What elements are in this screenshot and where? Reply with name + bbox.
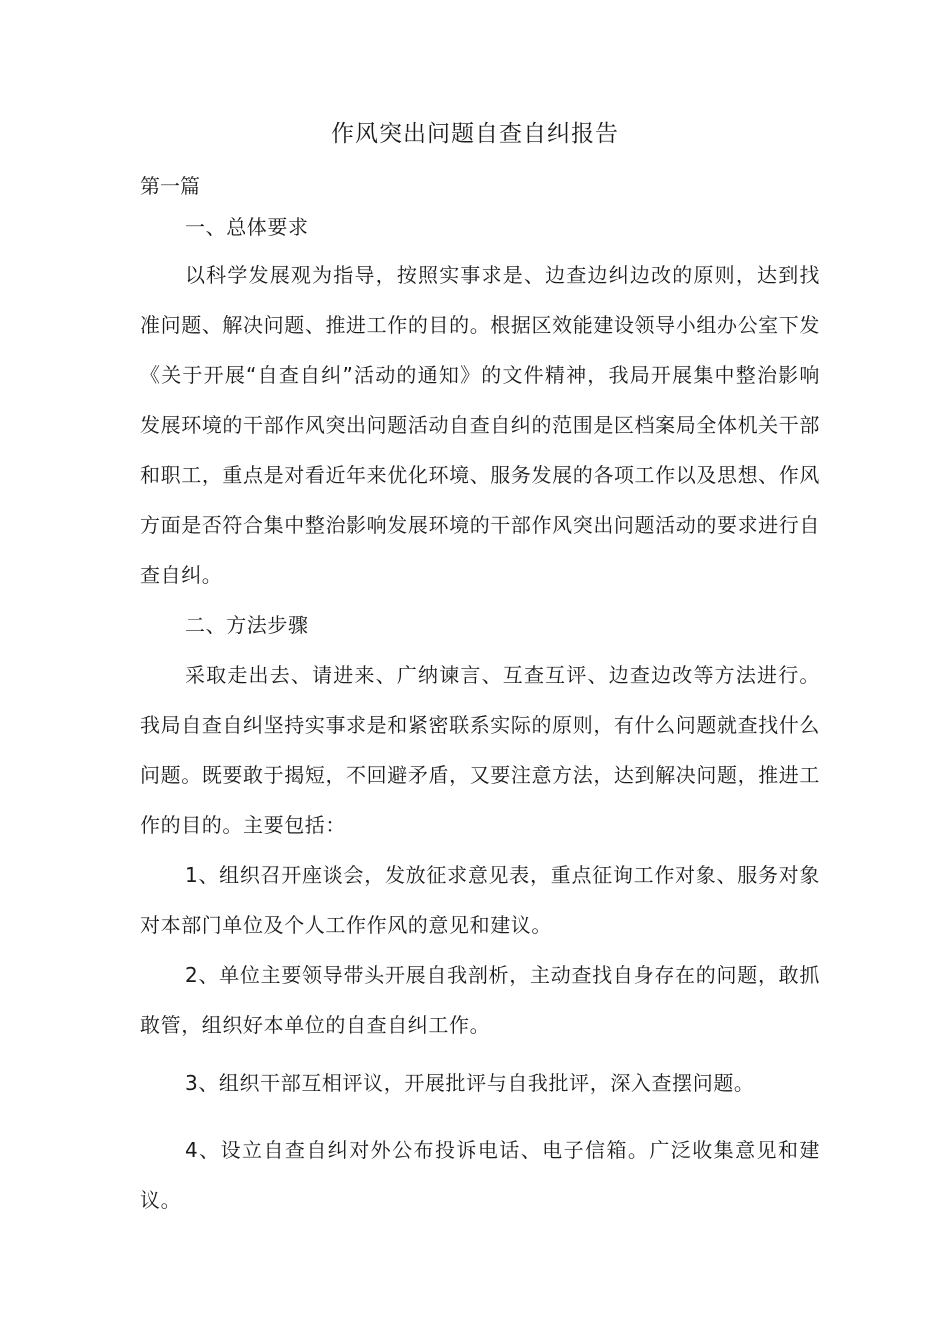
heading-methods-steps: 二、方法步骤	[185, 613, 309, 637]
heading-general-requirements: 一、总体要求	[185, 215, 309, 239]
document-title: 作风突出问题自查自纠报告	[331, 121, 619, 147]
list-item-4: 4、设立自查自纠对外公布投诉电话、电子信箱。广泛收集意见和建议。	[140, 1138, 820, 1212]
list-item-1: 1、组织召开座谈会，发放征求意见表，重点征询工作对象、服务对象对本部门单位及个人工作作风的意见和建议。	[140, 863, 820, 937]
list-item-2: 2、单位主要领导带头开展自我剖析，主动查找自身存在的问题，敢抓敢管，组织好本单位的自查自纠工作。	[140, 963, 820, 1037]
paragraph-methods-steps: 采取走出去、请进来、广纳谏言、互查互评、边查边改等方法进行。我局自查自纠坚持实事求是和紧密联系实际的原则，有什么问题就查找什么问题。既要敢于揭短，不回避矛盾，又要注意方法，达到解决问题，推进工作的目的。主要包括：	[140, 663, 820, 837]
section-label: 第一篇	[140, 174, 200, 198]
list-item-3: 3、组织干部互相评议，开展批评与自我批评，深入查摆问题。	[185, 1071, 755, 1095]
paragraph-general-requirements: 以科学发展观为指导，按照实事求是、边查边纠边改的原则，达到找准问题、解决问题、推进工作的目的。根据区效能建设领导小组办公室下发《关于开展“自查自纠”活动的通知》的文件精神，我局开展集中整治影响发展环境的干部作风突出问题活动自查自纠的范围是区档案局全体机关干部和职工，重点是对看近年来优化环境、服务发展的各项工作以及思想、作风方面是否符合集中整治影响发展环境的干部作风突出问题活动的要求进行自查自纠。	[140, 263, 820, 587]
